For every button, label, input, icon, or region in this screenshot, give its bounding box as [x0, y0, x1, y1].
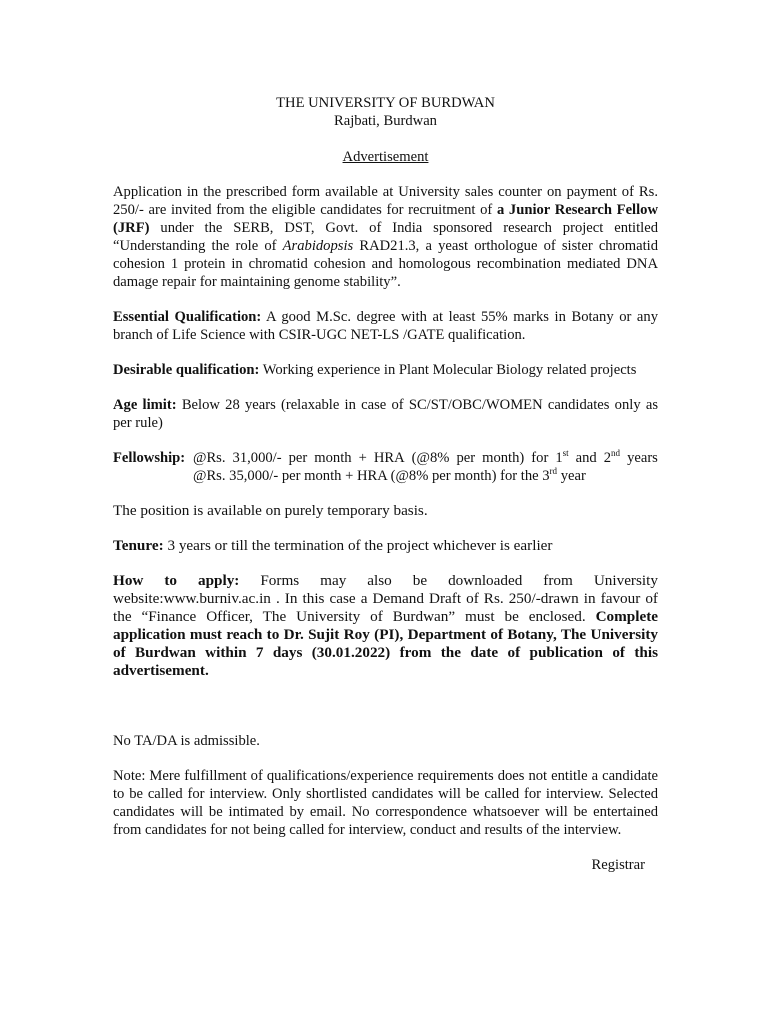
fellowship-line-2: [193, 467, 658, 485]
fellowship-word: per: [456, 450, 476, 466]
fellowship-word: month: [314, 450, 352, 466]
ordinal-suffix: st: [562, 448, 569, 458]
fellowship-line-1: [193, 449, 658, 467]
fellowship-word: +: [358, 450, 367, 466]
advertisement-page: [113, 92, 658, 874]
fellowship-word: HRA: [373, 450, 405, 466]
desirable-text: Working experience in Plant Molecular Biology related projects: [259, 362, 637, 378]
intro-text-1: Application in the prescribed form available at University sales counter on payment of Rs. 250/- are invited from the eligible candidates for recruitment of: [113, 184, 658, 218]
intro-text-3: RAD21.3, a yeast orthologue of sister chromatid cohesion 1 protein in chromatid cohesion and homologous recombination mediated DNA damage repair for maintaining genome stability”.: [113, 238, 658, 290]
university-address: Rajbati, Burdwan: [334, 113, 437, 129]
position-basis: The position is available on purely temporary basis.: [113, 502, 428, 519]
registrar-signature: Registrar: [591, 857, 645, 873]
note-paragraph: Note: Mere fulfillment of qualifications/experience requirements does not entitle a candidate to be called for interview. Only shortlisted candidates will be called for interview. Selected candidates will be intimated by email. No correspondence whatsoever will be entertained from candidates for not being called for interview, conduct and results of the interview.: [113, 768, 658, 838]
essential-text: A good M.Sc. degree with at least 55% marks in Botany or any branch of Life Science with CSIR-UGC NET-LS /GATE qualification.: [113, 309, 658, 343]
how-to-apply: [113, 572, 658, 680]
age-label: Age limit:: [113, 397, 177, 413]
how-to-apply-word: from: [543, 572, 573, 589]
intro-position-name: a Junior Research Fellow (JRF): [113, 202, 659, 236]
fellowship: [113, 449, 658, 485]
fellowship-details: [193, 449, 658, 485]
intro-text-2: under the SERB, DST, Govt. of India sponsored research project entitled “Understanding the role of: [113, 220, 658, 254]
tenure-label: Tenure:: [113, 537, 164, 554]
desirable-label: Desirable qualification:: [113, 362, 260, 378]
fellowship-first-year: [555, 449, 568, 467]
intro-paragraph: [113, 183, 658, 291]
fellowship-word: (@8%: [411, 450, 450, 466]
essential-qualification: [113, 308, 658, 344]
ordinal-number: 1: [555, 450, 563, 466]
fellowship-second-year: [604, 449, 620, 467]
fellowship-word: @Rs.: [193, 450, 226, 466]
advertisement-heading: Advertisement: [342, 149, 429, 165]
essential-label: Essential Qualification:: [113, 309, 262, 325]
how-to-apply-word: Forms: [260, 572, 300, 589]
fellowship-label: Fellowship:: [113, 450, 186, 466]
fellowship-word: month): [482, 450, 525, 466]
how-to-apply-word: University: [593, 572, 658, 589]
how-to-apply-word: downloaded: [448, 572, 523, 589]
ta-da-notice: No TA/DA is admissible.: [113, 733, 260, 749]
intro-species-name: Arabidopsis: [282, 238, 354, 254]
fellowship-third-year-text: @Rs. 35,000/- per month + HRA (@8% per month) for the 3: [193, 468, 550, 484]
how-to-apply-word: also: [367, 572, 392, 589]
fellowship-word: years: [627, 450, 658, 466]
how-to-apply-word: may: [320, 572, 347, 589]
fellowship-word: for: [531, 450, 549, 466]
age-limit: [113, 396, 658, 432]
ordinal-suffix: nd: [611, 448, 621, 458]
how-to-apply-first-line: [113, 572, 658, 590]
university-title: THE UNIVERSITY OF BURDWAN: [276, 95, 495, 111]
fellowship-word: 31,000/-: [232, 450, 282, 466]
how-to-apply-word: be: [412, 572, 428, 589]
how-to-apply-label-word: How: [113, 572, 144, 589]
age-text: Below 28 years (relaxable in case of SC/ST/OBC/WOMEN candidates only as per rule): [113, 397, 658, 431]
fellowship-word: and: [575, 450, 597, 466]
tenure-text: 3 years or till the termination of the project whichever is earlier: [163, 537, 553, 554]
ordinal-number: 2: [603, 450, 612, 466]
how-to-apply-body: [113, 590, 658, 680]
ordinal-suffix: rd: [549, 466, 558, 476]
fellowship-third-year-end: year: [557, 468, 586, 484]
how-to-apply-label-word: to: [164, 572, 178, 589]
how-to-apply-label-word: apply:: [198, 572, 240, 589]
how-to-apply-text: website:www.burniv.ac.in . In this case a Demand Draft of Rs. 250/-drawn in favour of the “Finance Officer, The University of Burdwan” must be enclosed.: [113, 590, 658, 625]
fellowship-word: per: [288, 450, 308, 466]
desirable-qualification: [113, 361, 658, 379]
how-to-apply-deadline: Complete application must reach to Dr. Sujit Roy (PI), Department of Botany, The University of Burdwan within 7 days (30.01.2022) from the date of publication of this advertisement.: [113, 608, 658, 679]
tenure: [113, 537, 658, 555]
